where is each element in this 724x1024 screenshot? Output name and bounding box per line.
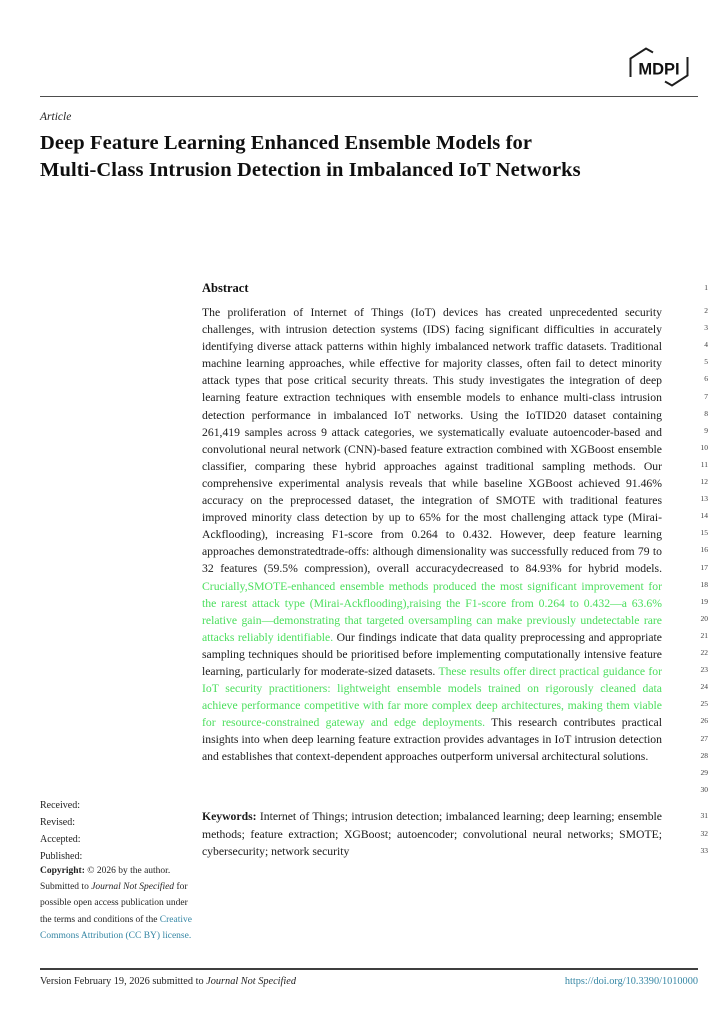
line-number: 30: [700, 784, 708, 794]
creative-commons-link[interactable]: Creative Commons Attribution (CC BY) license.: [40, 914, 192, 941]
text-segment: Internet of Things; intrusion detection; imbalanced learning; deep learning; ensemble methods; feature extraction; XGBoost; autoencoder; convolutional neural networks; SMOTE; cybersecurity; network security: [202, 810, 662, 859]
text-segment: Version February 19, 2026 submitted to: [40, 976, 207, 987]
line-number: 18: [700, 579, 708, 589]
line-number: 25: [700, 699, 708, 709]
line-number: 26: [700, 716, 708, 726]
abstract-text: [202, 304, 662, 766]
line-number: 31: [700, 811, 708, 820]
line-number: 6: [704, 374, 708, 384]
mdpi-logo: [627, 46, 691, 88]
text-segment: These results offer direct practical guidance for IoT security practitioners: lightweight ensemble models trained on rigorously cleaned data achieve performance competitive with far more complex deep architectures, making them viable for resource-constrained gateway and edge deployments.: [202, 664, 662, 730]
line-number: 8: [704, 408, 708, 418]
doi-link[interactable]: https://doi.org/10.3390/1010000: [564, 976, 698, 987]
line-number-column: [688, 0, 708, 1024]
line-number: 22: [700, 648, 708, 657]
mdpi-logo-text: MDPI: [638, 60, 680, 79]
line-number: 13: [700, 494, 708, 504]
date-label: Accepted:: [40, 834, 81, 845]
line-number: 17: [700, 562, 708, 572]
line-number: 3: [704, 323, 708, 333]
keywords-text: [202, 808, 662, 861]
line-number: 7: [704, 391, 708, 401]
line-number: 10: [700, 442, 708, 452]
line-number: 19: [700, 596, 708, 606]
text-segment: Copyright:: [40, 866, 88, 876]
header-divider: [40, 96, 698, 97]
date-label: Revised:: [40, 817, 75, 828]
date-label: Received:: [40, 800, 80, 811]
text-segment: Our findings indicate that data quality preprocessing and appropriate sampling techniques should be prioritised before implementing computationally intensive feature learning, particularly for moderate-sized datasets.: [202, 630, 662, 678]
line-number: 9: [704, 425, 708, 435]
footer-version: [40, 976, 296, 987]
line-number: 4: [704, 340, 708, 350]
text-segment: This research contributes practical insights into when deep learning feature extraction provides advantages in IoT intrusion detection and establishes that context-dependent approaches outperform universal architectural solutions.: [202, 716, 662, 764]
abstract-heading: Abstract: [202, 281, 249, 295]
line-number: 29: [700, 767, 708, 777]
paper-title-line1: Deep Feature Learning Enhanced Ensemble Models for: [40, 132, 533, 154]
line-number: 33: [700, 846, 708, 856]
line-number: 12: [700, 477, 708, 486]
line-number: 1: [704, 283, 708, 292]
text-segment: The proliferation of Internet of Things (IoT) devices has created unprecedented security challenges, with intrusion detection systems (IDS) facing significant difficulties in accurately identifying diverse attack patterns within highly imbalanced network traffic datasets. Traditional machine learning approaches, while effective for majority classes, often fail to detect minority attack types that pose critical security threats. This study investigates the integration of deep learning feature extraction techniques with ensemble models to enhance multi-class intrusion detection performance in imbalanced IoT networks. Using the IoTID20 dataset containing 261,419 samples across 9 attack categories, we systematically evaluate autoencoder-based and convolutional neural network (CNN)-based feature extraction combined with XGBoost ensemble classifier, comparing these hybrid approaches against traditional sampling methods. Our comprehensive experimental analysis reveals that while baseline XGBoost achieved 91.46% accuracy on the preprocessed dataset, the integration of SMOTE with traditional features improved minority class detection by up to 65% for the most challenging attack type (Mirai-Ackflooding), increasing F1-score from 0.264 to 0.432. However, deep feature learning approaches demonstratedtrade-offs: although dimensionality was successfully reduced from 79 to 32 features (59.5% compression), overall accuracydecreased to 84.93% for hybrid models.: [202, 306, 662, 576]
paper-title: [40, 130, 640, 184]
line-number: 11: [700, 459, 708, 469]
footer-divider: [40, 968, 698, 970]
submission-dates: [40, 797, 194, 865]
line-number: 23: [700, 665, 708, 675]
text-segment: © 2026 by the author. Submitted to: [40, 866, 171, 893]
text-segment: Journal Not Specified: [91, 882, 175, 893]
mdpi-hexagon-icon: [627, 46, 691, 88]
line-number: 32: [700, 828, 708, 838]
text-segment: Crucially,SMOTE-enhanced ensemble methods produced the most significant improvement for the rarest attack type (Mirai-Ackflooding),raising the F1-score from 0.264 to 0.432—a 63.6% relative gain—demonstrating that targeted oversampling can make previously undetectable rare attacks reliably identifiable.: [202, 579, 662, 644]
line-number: 27: [700, 733, 708, 743]
line-number: 14: [700, 511, 708, 521]
line-number: 20: [700, 613, 708, 623]
line-number: 2: [704, 306, 708, 315]
text-segment: for possible open access publication under the terms and conditions of the: [40, 882, 188, 925]
copyright-notice: [40, 863, 194, 944]
text-segment: Keywords:: [202, 810, 260, 823]
line-number: 21: [700, 630, 708, 640]
line-number: 5: [704, 357, 708, 367]
line-number: 24: [700, 682, 708, 692]
date-label: Published:: [40, 851, 83, 862]
line-number: 16: [700, 545, 708, 555]
line-number: 15: [700, 528, 708, 538]
text-segment: Journal Not Specified: [206, 976, 296, 987]
line-number: 28: [700, 750, 708, 760]
paper-title-line2: Multi-Class Intrusion Detection in Imbalanced IoT Networks: [40, 159, 581, 181]
article-type-label: Article: [40, 111, 72, 123]
